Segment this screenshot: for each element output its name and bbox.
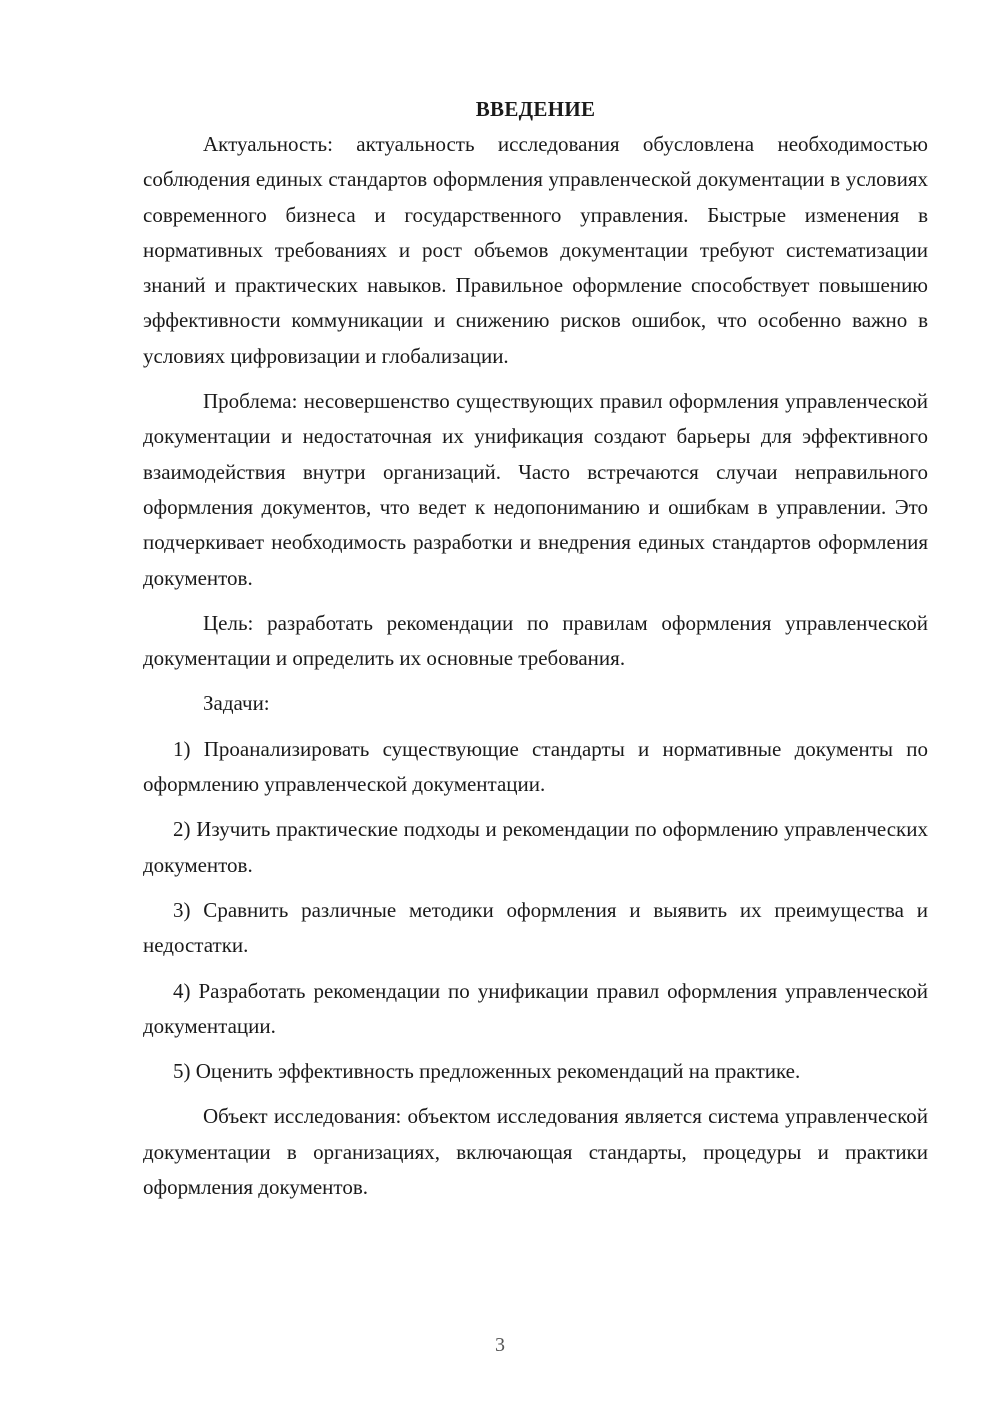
section-title: ВВЕДЕНИЕ [475, 97, 596, 121]
object-paragraph: Объект исследования: объектом исследования является система управленческой документации в организациях, включающая стандарты, процедуры и практики оформления документов. [143, 1104, 928, 1200]
task-item: 4) Разработать рекомендации по унификации правил оформления управленческой документации. [143, 978, 928, 1038]
task-item: 2) Изучить практические подходы и рекомендации по оформлению управленческих документов. [143, 817, 928, 877]
goal-paragraph: Цель: разработать рекомендации по правилам оформления управленческой документации и определить их основные требования. [143, 610, 928, 671]
relevance-paragraph: Актуальность: актуальность исследования обусловлена необходимостью соблюдения единых стандартов оформления управленческой документации в условиях современного бизнеса и государственного управления. Быстрые изменения в нормативных требованиях и рост объемов документации требуют систематизации знаний и практических навыков. Правильное оформление способствует повышению эффективности коммуникации и снижению рисков ошибок, что особенно важно в условиях цифровизации и глобализации. [143, 132, 928, 368]
task-item: 1) Проанализировать существующие стандарты и нормативные документы по оформлению управленческой документации. [143, 736, 928, 797]
task-item: 3) Сравнить различные методики оформления и выявить их преимущества и недостатки. [143, 897, 928, 958]
tasks-heading: Задачи: [203, 691, 270, 716]
document-page [143, 92, 928, 1205]
problem-paragraph: Проблема: несовершенство существующих правил оформления управленческой документации и недостаточная их унификация создают барьеры для эффективного взаимодействия внутри организаций. Часто встречаются случаи неправильного оформления документов, что ведет к недопониманию и ошибкам в управлении. Это подчеркивает необходимость разработки и внедрения единых стандартов оформления документов. [143, 389, 928, 590]
task-item: 5) Оценить эффективность предложенных рекомендаций на практике. [173, 1059, 801, 1084]
page-number: 3 [495, 1334, 505, 1356]
